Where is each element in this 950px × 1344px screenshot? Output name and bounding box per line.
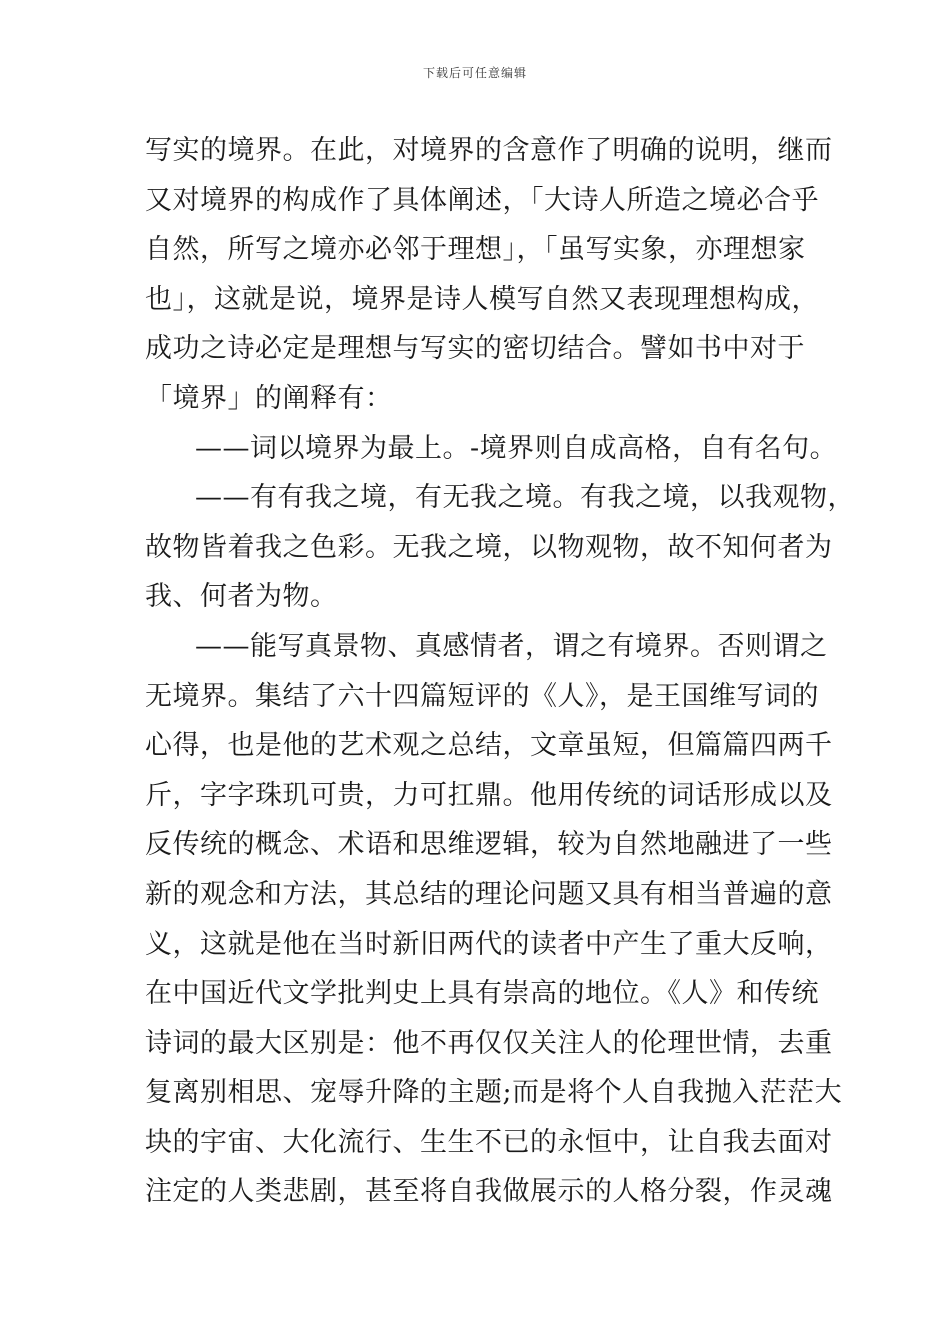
text-line: 反传统的概念、术语和思维逻辑，较为自然地融进了一些 [145,829,833,861]
text-line: 注定的人类悲剧，甚至将自我做展示的人格分裂，作灵魂 [145,1176,833,1208]
page-header: 下载后可任意编辑 [422,66,527,80]
text-line: ——词以境界为最上。-境界则自成高格，自有名句。 [195,432,838,464]
text-line: 又对境界的构成作了具体阐述，「大诗人所造之境必合乎 [145,184,819,216]
text-line: 「境界」的阐释有： [145,382,393,414]
text-line: 在中国近代文学批判史上具有崇高的地位。《人》和传统 [145,978,819,1010]
document-body [145,126,855,1217]
text-line: 心得，也是他的艺术观之总结，文章虽短，但篇篇四两千 [145,730,833,762]
text-line: 块的宇宙、大化流行、生生不已的永恒中，让自我去面对 [145,1126,833,1158]
text-line: 故物皆着我之色彩。无我之境，以物观物，故不知何者为 [145,531,833,563]
text-line: 义，这就是他在当时新旧两代的读者中产生了重大反响， [145,928,833,960]
text-line: 斤，字字珠玑可贵，力可扛鼎。他用传统的词话形成以及 [145,779,833,811]
text-line: 诗词的最大区别是：他不再仅仅关注人的伦理世情，去重 [145,1027,833,1059]
text-line: 自然，所写之境亦必邻于理想」，「虽写实象，亦理想家 [145,234,806,266]
text-line: ——有有我之境，有无我之境。有我之境，以我观物， [195,482,855,514]
text-line: 无境界。集结了六十四篇短评的《人》，是王国维写词的 [145,680,819,712]
text-line: 也」，这就是说，境界是诗人模写自然又表现理想构成， [145,283,819,315]
text-line: 写实的境界。在此，对境界的含意作了明确的说明，继而 [145,135,833,166]
text-line: 新的观念和方法，其总结的理论问题又具有相当普遍的意 [145,878,833,910]
text-line: 我、何者为物。 [145,581,338,613]
text-line: ——能写真景物、真感情者，谓之有境界。否则谓之 [195,630,828,662]
text-line: 复离别相思、宠辱升降的主题;而是将个人自我抛入茫茫大 [145,1077,843,1109]
text-line: 成功之诗必定是理想与写实的密切结合。譬如书中对于 [145,333,805,365]
